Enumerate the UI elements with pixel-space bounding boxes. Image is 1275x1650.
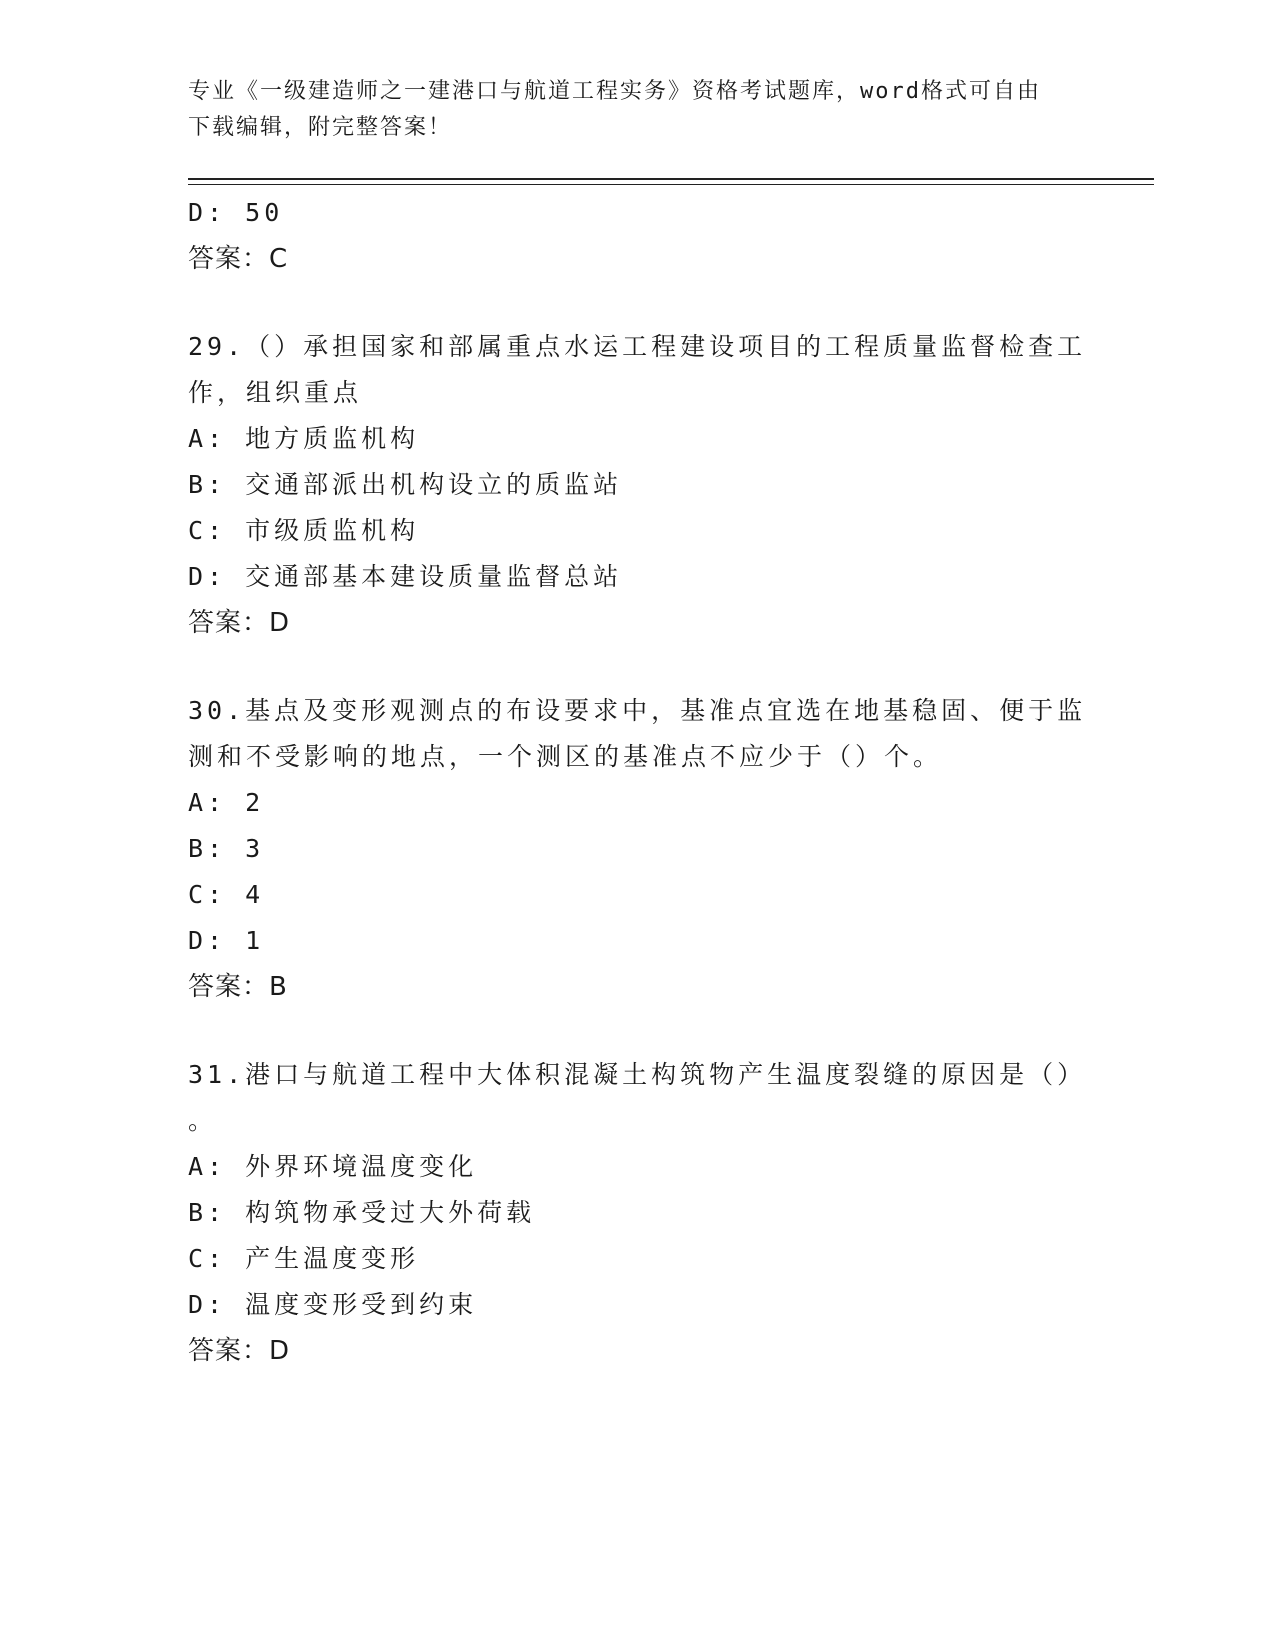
option-c: C: 4 bbox=[188, 880, 265, 909]
question-stem: 29.（）承担国家和部属重点水运工程建设项目的工程质量监督检查工 bbox=[188, 332, 1087, 361]
answer: 答案：D bbox=[188, 608, 291, 638]
option-d: D: 交通部基本建设质量监督总站 bbox=[188, 562, 623, 591]
question-28-tail bbox=[188, 190, 1088, 282]
header-line-1: 专业《一级建造师之一建港口与航道工程实务》资格考试题库，word格式可自由 bbox=[188, 79, 1041, 104]
question-29 bbox=[188, 324, 1088, 646]
option-d: D: 温度变形受到约束 bbox=[188, 1290, 478, 1319]
answer: 答案：D bbox=[188, 1336, 291, 1366]
question-stem-continued: 作，组织重点 bbox=[188, 378, 363, 407]
option-b: B: 3 bbox=[188, 834, 265, 863]
spacer bbox=[188, 282, 1088, 324]
option-c: C: 市级质监机构 bbox=[188, 516, 420, 545]
question-30 bbox=[188, 688, 1088, 1010]
option-a: A: 地方质监机构 bbox=[188, 424, 420, 453]
option-c: C: 产生温度变形 bbox=[188, 1244, 420, 1273]
option-b: B: 构筑物承受过大外荷载 bbox=[188, 1198, 536, 1227]
question-stem-continued: 测和不受影响的地点，一个测区的基准点不应少于（）个。 bbox=[188, 742, 943, 771]
question-list bbox=[188, 190, 1088, 1374]
spacer bbox=[188, 646, 1088, 688]
answer: 答案：B bbox=[188, 972, 288, 1002]
option-d: D: 1 bbox=[188, 926, 265, 955]
header-line-2: 下载编辑，附完整答案！ bbox=[188, 115, 453, 140]
answer: 答案：C bbox=[188, 244, 289, 274]
document-header bbox=[188, 74, 1088, 146]
question-31 bbox=[188, 1052, 1088, 1374]
spacer bbox=[188, 1010, 1088, 1052]
option-a: A: 2 bbox=[188, 788, 265, 817]
header-divider-thin bbox=[188, 184, 1154, 185]
question-stem: 31.港口与航道工程中大体积混凝土构筑物产生温度裂缝的原因是（） bbox=[188, 1060, 1087, 1089]
question-stem-continued: 。 bbox=[188, 1106, 218, 1135]
option-a: A: 外界环境温度变化 bbox=[188, 1152, 478, 1181]
option-d: D: 50 bbox=[188, 198, 284, 227]
header-divider-thick bbox=[188, 178, 1154, 180]
question-stem: 30.基点及变形观测点的布设要求中，基准点宜选在地基稳固、便于监 bbox=[188, 696, 1087, 725]
option-b: B: 交通部派出机构设立的质监站 bbox=[188, 470, 623, 499]
